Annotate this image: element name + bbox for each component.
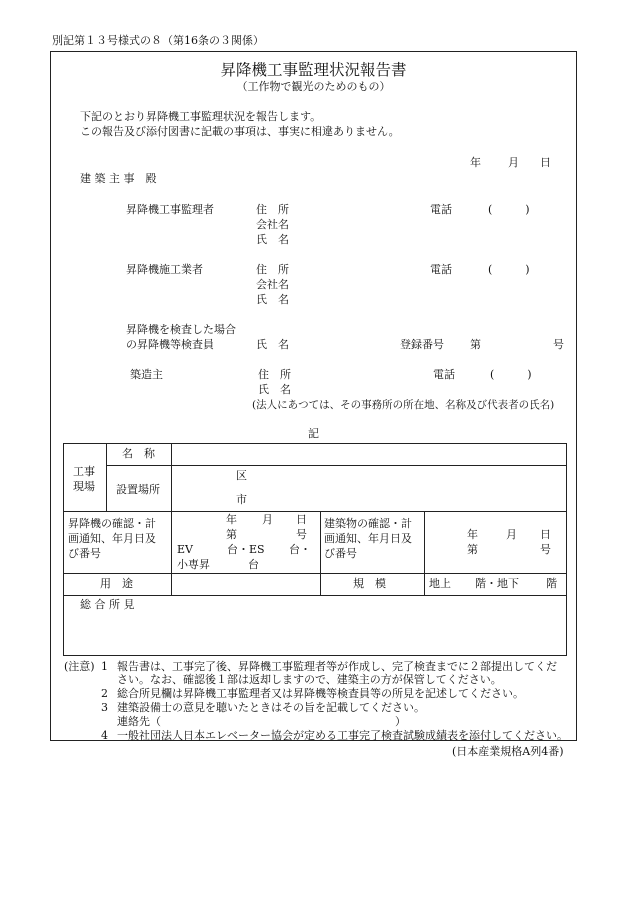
date-month: 月 bbox=[508, 156, 519, 169]
note-3-line-1: 建築設備士の意見を聴いたときはその旨を記載してください。 bbox=[117, 701, 425, 714]
elev-es: 台・ES bbox=[227, 543, 265, 556]
owner-phone-paren: ( ) bbox=[490, 368, 532, 381]
inspector-label-2: の昇降機等検査員 bbox=[126, 338, 214, 351]
page-subtitle: （工作物で観光のためのもの） bbox=[236, 80, 391, 93]
note-4-line-1: 一般社団法人日本エレベーター協会が定める工事完了検査試験成績表を添付してください。 bbox=[117, 729, 568, 742]
page-title: 昇降機工事監理状況報告書 bbox=[220, 61, 407, 79]
inspector-reg: 登録番号 bbox=[400, 338, 444, 351]
bldg-go: 号 bbox=[540, 543, 551, 556]
contractor-phone: 電話 bbox=[430, 263, 452, 276]
contractor-company: 会社名 bbox=[256, 278, 289, 291]
elev-day: 日 bbox=[296, 513, 307, 526]
opinion-label: 総 合 所 見 bbox=[80, 598, 135, 611]
bldg-confirm-1: 建築物の確認・計 bbox=[324, 517, 412, 530]
name-label: 名 称 bbox=[122, 447, 155, 460]
bldg-confirm-3: び番号 bbox=[324, 547, 357, 560]
bldg-confirm-2: 画通知、年月日及 bbox=[324, 532, 412, 545]
supervisor-phone-paren: ( ) bbox=[488, 203, 530, 216]
note-1-line-1: 報告書は、工事完了後、昇降機工事監理者等が作成し、完了検査までに２部提出してくだ bbox=[117, 660, 557, 673]
elev-confirm-1: 昇降機の確認・計 bbox=[68, 517, 156, 530]
elev-dai2: 台・ bbox=[289, 543, 311, 556]
inspector-label-1: 昇降機を検査した場合 bbox=[126, 323, 236, 336]
bldg-dai: 第 bbox=[467, 543, 478, 556]
floors-kai1: 階・地下 bbox=[475, 577, 519, 590]
elev-ev: EV bbox=[177, 543, 193, 556]
owner-name: 氏 名 bbox=[258, 383, 291, 396]
ki-heading: 記 bbox=[308, 427, 319, 440]
addressee: 建 築 主 事 殿 bbox=[80, 172, 157, 185]
note-3-contact-end: ） bbox=[395, 715, 406, 728]
site-label-1: 工事 bbox=[73, 465, 95, 478]
location-label: 設置場所 bbox=[116, 483, 160, 496]
city-label: 市 bbox=[236, 493, 247, 506]
contractor-label: 昇降機施工業者 bbox=[126, 263, 203, 276]
notes-head: (注意) bbox=[64, 660, 95, 673]
scale-label: 規 模 bbox=[353, 577, 386, 590]
contractor-name: 氏 名 bbox=[256, 293, 289, 306]
form-number: 別記第１３号様式の８（第16条の３関係） bbox=[52, 34, 264, 47]
floors-kai2: 階 bbox=[546, 577, 557, 590]
inspector-go: 号 bbox=[553, 338, 564, 351]
site-label-2: 現場 bbox=[73, 480, 95, 493]
supervisor-phone: 電話 bbox=[430, 203, 452, 216]
contractor-phone-paren: ( ) bbox=[488, 263, 530, 276]
inspector-name: 氏 名 bbox=[256, 338, 289, 351]
note-3-contact: 連絡先（ bbox=[117, 715, 161, 728]
elev-small: 小専昇 bbox=[177, 558, 210, 571]
elev-dai: 第 bbox=[226, 528, 237, 541]
note-1-num: 1 bbox=[101, 660, 108, 673]
note-2-line-1: 総合所見欄は昇降機工事監理者又は昇降機等検査員等の所見を記述してください。 bbox=[117, 687, 524, 700]
floors-above: 地上 bbox=[429, 577, 451, 590]
inspector-dai: 第 bbox=[470, 338, 481, 351]
intro-line-1: 下記のとおり昇降機工事監理状況を報告します。 bbox=[80, 110, 322, 123]
owner-note: (法人にあつては、その事務所の所在地、名称及び代表者の氏名) bbox=[252, 399, 555, 411]
elev-confirm-3: び番号 bbox=[68, 547, 101, 560]
note-1-line-2: さい。なお、確認後１部は返却しますので、建築主の方が保管してください。 bbox=[117, 673, 502, 686]
bldg-day: 日 bbox=[540, 528, 551, 541]
details-table bbox=[63, 443, 567, 656]
date-year: 年 bbox=[470, 156, 481, 169]
elev-year: 年 bbox=[226, 513, 237, 526]
owner-address: 住 所 bbox=[258, 368, 291, 381]
elev-confirm-2: 画通知、年月日及 bbox=[68, 532, 156, 545]
note-2-num: 2 bbox=[101, 687, 108, 700]
intro-line-2: この報告及び添付図書に記載の事項は、事実に相違ありません。 bbox=[80, 125, 400, 138]
owner-label: 築造主 bbox=[130, 368, 163, 381]
note-4-num: 4 bbox=[101, 729, 108, 742]
paper-size: (日本産業規格A列4番) bbox=[452, 745, 564, 758]
supervisor-label: 昇降機工事監理者 bbox=[126, 203, 214, 216]
owner-phone: 電話 bbox=[433, 368, 455, 381]
elev-go: 号 bbox=[296, 528, 307, 541]
supervisor-address: 住 所 bbox=[256, 203, 289, 216]
bldg-month: 月 bbox=[506, 528, 517, 541]
supervisor-name: 氏 名 bbox=[256, 233, 289, 246]
note-3-num: 3 bbox=[101, 701, 108, 714]
use-label: 用 途 bbox=[100, 577, 133, 590]
date-day: 日 bbox=[540, 156, 551, 169]
ward-label: 区 bbox=[236, 469, 247, 482]
elev-month: 月 bbox=[262, 513, 273, 526]
bldg-year: 年 bbox=[467, 528, 478, 541]
contractor-address: 住 所 bbox=[256, 263, 289, 276]
elev-dai3: 台 bbox=[248, 558, 259, 571]
supervisor-company: 会社名 bbox=[256, 218, 289, 231]
